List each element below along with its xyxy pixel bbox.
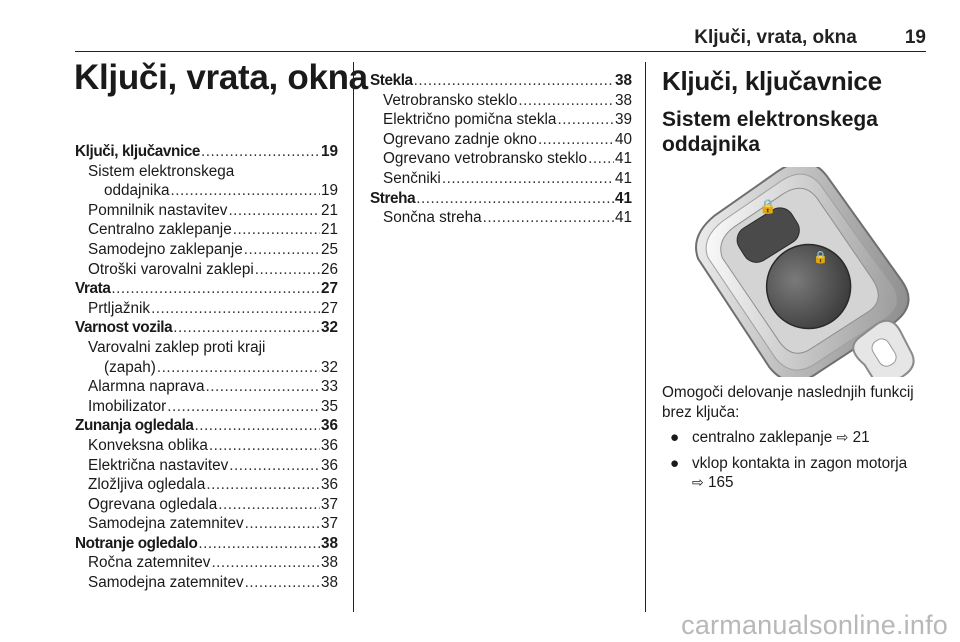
toc-entry-title: Ogrevana ogledala bbox=[88, 495, 218, 513]
toc-dot-leader bbox=[111, 279, 320, 299]
toc-page-number: 36 bbox=[320, 417, 338, 435]
toc-entry[interactable] bbox=[370, 169, 632, 189]
toc-entry-title: Pomnilnik nastavitev bbox=[88, 201, 228, 219]
toc-page-number: 36 bbox=[320, 456, 338, 474]
toc-entry-row bbox=[370, 91, 632, 111]
toc-dot-leader bbox=[198, 534, 320, 554]
toc-entry-title: Centralno zaklepanje bbox=[88, 221, 232, 239]
toc-page-number: 38 bbox=[320, 534, 338, 552]
toc-entry-title: Električno pomična stekla bbox=[383, 111, 557, 129]
header-rule bbox=[75, 51, 926, 52]
toc-dot-leader bbox=[244, 240, 320, 260]
toc-dot-leader bbox=[218, 495, 320, 515]
toc-entry[interactable] bbox=[75, 377, 338, 397]
toc-entry[interactable] bbox=[75, 416, 338, 436]
toc-entry-title: Streha bbox=[370, 189, 416, 207]
ref-arrow-icon: ⇨ bbox=[836, 429, 849, 445]
toc-entry-title: Ključi, ključavnice bbox=[75, 143, 201, 160]
toc-entry[interactable] bbox=[75, 162, 338, 201]
bullet-icon: ● bbox=[670, 454, 680, 472]
toc-entry-title: Sončna streha bbox=[383, 209, 482, 227]
page-ref-link[interactable]: 21 bbox=[852, 429, 870, 446]
toc-entry-title-line1: Varovalni zaklep proti kraji bbox=[88, 338, 266, 356]
toc-entry[interactable] bbox=[75, 456, 338, 476]
toc-entry[interactable] bbox=[75, 553, 338, 573]
toc-entry-title: (zapah) bbox=[104, 358, 156, 376]
toc-dot-leader bbox=[416, 189, 614, 209]
toc-page-number: 41 bbox=[614, 169, 632, 187]
toc-entry-row bbox=[75, 377, 338, 397]
ref-arrow-icon: ⇨ bbox=[692, 474, 704, 491]
running-header-title: Ključi, vrata, okna bbox=[694, 27, 857, 48]
page-ref-link[interactable]: 165 bbox=[707, 474, 734, 492]
toc-entry-title: Stekla bbox=[370, 72, 413, 89]
toc-entry-title: Alarmna naprava bbox=[88, 378, 205, 396]
toc-entry-row bbox=[370, 110, 632, 130]
toc-entry-row bbox=[75, 201, 338, 221]
toc-entry-row bbox=[75, 416, 338, 436]
toc-entry-title: Ogrevano zadnje okno bbox=[383, 130, 537, 148]
toc-page-number: 38 bbox=[614, 91, 632, 109]
toc-page-number: 41 bbox=[614, 189, 632, 207]
toc-page-number: 37 bbox=[320, 495, 338, 513]
toc-entry-title: Konveksna oblika bbox=[88, 436, 208, 454]
toc-entry-row bbox=[75, 220, 338, 240]
toc-page-number: 35 bbox=[320, 397, 338, 415]
toc-entry-row bbox=[75, 299, 338, 319]
toc-entry-row bbox=[75, 142, 338, 162]
page-number: 19 bbox=[904, 27, 926, 48]
toc-entry[interactable] bbox=[75, 514, 338, 534]
toc-page-number: 38 bbox=[320, 554, 338, 572]
section-subheading: Sistem elektronskega oddajnika bbox=[662, 108, 878, 156]
toc-dot-leader bbox=[245, 514, 320, 534]
toc-entry[interactable] bbox=[75, 318, 338, 338]
toc-entry[interactable] bbox=[370, 149, 632, 169]
toc-entry[interactable] bbox=[75, 220, 338, 240]
toc-entry-title: Samodejno zaklepanje bbox=[88, 240, 243, 258]
toc-dot-leader bbox=[157, 358, 320, 378]
feature-text: vklop kontakta in zagon motorja bbox=[692, 454, 908, 472]
toc-dot-leader bbox=[209, 436, 320, 456]
toc-entry[interactable] bbox=[75, 201, 338, 221]
toc-entry-row bbox=[75, 514, 338, 534]
toc-entry-row bbox=[75, 358, 338, 378]
toc-dot-leader bbox=[211, 553, 320, 573]
toc-dot-leader bbox=[255, 260, 320, 280]
toc-page-number: 32 bbox=[320, 319, 338, 337]
toc-dot-leader bbox=[538, 130, 614, 150]
toc-entry[interactable] bbox=[370, 189, 632, 209]
bullet-icon: ● bbox=[670, 429, 680, 446]
toc-entry-row bbox=[370, 169, 632, 189]
toc-entry[interactable] bbox=[75, 397, 338, 417]
toc-entry-row bbox=[75, 260, 338, 280]
feature-item bbox=[662, 454, 932, 493]
toc-entry-row bbox=[75, 534, 338, 554]
toc-dot-leader bbox=[483, 208, 614, 228]
toc-entry[interactable] bbox=[75, 534, 338, 554]
feature-item bbox=[662, 428, 932, 448]
toc-page-number: 38 bbox=[614, 72, 632, 89]
toc-dot-leader bbox=[151, 299, 320, 319]
unlock-icon: 🔒 bbox=[759, 199, 777, 215]
watermark: carmanualsonline.info bbox=[681, 610, 948, 640]
toc-dot-leader bbox=[167, 397, 320, 417]
toc-entry[interactable] bbox=[75, 475, 338, 495]
toc-page-number: 39 bbox=[614, 111, 632, 129]
feature-text: centralno zaklepanje bbox=[692, 429, 833, 446]
toc-entry[interactable] bbox=[75, 436, 338, 456]
toc-dot-leader bbox=[442, 169, 614, 189]
toc-column-2 bbox=[370, 71, 632, 228]
toc-entry[interactable] bbox=[75, 260, 338, 280]
toc-entry-title: Zunanja ogledala bbox=[75, 417, 194, 435]
toc-dot-leader bbox=[206, 377, 320, 397]
toc-entry-title: Zložljiva ogledala bbox=[88, 476, 206, 494]
toc-dot-leader bbox=[201, 142, 320, 162]
column-divider-2 bbox=[645, 62, 646, 612]
toc-page-number: 26 bbox=[320, 260, 338, 278]
toc-entry-title: Vrata bbox=[75, 280, 111, 298]
toc-dot-leader bbox=[173, 318, 320, 338]
toc-page-number: 25 bbox=[320, 240, 338, 258]
toc-dot-leader bbox=[518, 91, 614, 111]
toc-dot-leader bbox=[233, 220, 320, 240]
toc-entry[interactable] bbox=[370, 208, 632, 228]
toc-entry[interactable] bbox=[370, 91, 632, 111]
toc-entry-title: oddajnika bbox=[104, 182, 170, 200]
toc-dot-leader bbox=[229, 456, 320, 476]
toc-entry[interactable] bbox=[75, 338, 338, 377]
toc-dot-leader bbox=[588, 149, 614, 169]
column-divider-1 bbox=[353, 62, 354, 612]
toc-dot-leader bbox=[206, 475, 320, 495]
toc-entry-row bbox=[75, 573, 338, 593]
key-fob-body bbox=[681, 167, 927, 377]
toc-entry[interactable] bbox=[75, 299, 338, 319]
toc-entry[interactable] bbox=[75, 495, 338, 515]
toc-entry-title-line1: Sistem elektronskega bbox=[88, 162, 235, 180]
toc-entry-row bbox=[370, 149, 632, 169]
toc-entry-row bbox=[370, 130, 632, 150]
toc-dot-leader bbox=[557, 110, 614, 130]
toc-entry-title: Notranje ogledalo bbox=[75, 534, 198, 552]
chapter-title: Ključi, vrata, okna bbox=[74, 58, 368, 97]
toc-page-number: 41 bbox=[614, 209, 632, 227]
toc-page-number: 21 bbox=[320, 221, 338, 239]
toc-entry-row bbox=[75, 495, 338, 515]
toc-entry[interactable] bbox=[75, 142, 338, 162]
toc-entry[interactable] bbox=[75, 279, 338, 299]
toc-dot-leader bbox=[228, 201, 320, 221]
toc-page-number: 37 bbox=[320, 515, 338, 533]
key-fob-icon bbox=[665, 167, 927, 377]
toc-page-number: 27 bbox=[320, 280, 338, 298]
section-heading: Ključi, ključavnice bbox=[662, 66, 882, 96]
toc-page-number: 19 bbox=[320, 182, 338, 200]
toc-page-number: 27 bbox=[320, 299, 338, 317]
toc-page-number: 41 bbox=[614, 150, 632, 168]
toc-column-1 bbox=[75, 142, 338, 593]
toc-entry-title: Električna nastavitev bbox=[88, 456, 229, 474]
toc-entry-row bbox=[75, 436, 338, 456]
toc-entry-title: Ogrevano vetrobransko steklo bbox=[383, 150, 588, 168]
toc-entry[interactable] bbox=[370, 71, 632, 91]
toc-page-number: 21 bbox=[320, 201, 338, 219]
toc-entry-row bbox=[75, 456, 338, 476]
toc-entry-row bbox=[75, 397, 338, 417]
feature-list bbox=[662, 428, 932, 499]
running-header bbox=[694, 27, 926, 49]
toc-entry-row bbox=[370, 208, 632, 228]
toc-entry[interactable] bbox=[370, 110, 632, 130]
toc-entry-title: Samodejna zatemnitev bbox=[88, 515, 244, 533]
toc-entry[interactable] bbox=[370, 130, 632, 150]
toc-entry-title: Ročna zatemnitev bbox=[88, 554, 211, 572]
toc-entry-title: Senčniki bbox=[383, 169, 441, 187]
intro-text: Omogoči delovanje naslednjih funkcij brez ključa: bbox=[662, 384, 914, 421]
toc-dot-leader bbox=[414, 71, 614, 91]
toc-entry-title: Samodejna zatemnitev bbox=[88, 574, 244, 592]
toc-entry[interactable] bbox=[75, 573, 338, 593]
lock-icon: 🔒 bbox=[813, 250, 828, 264]
toc-entry-row bbox=[75, 240, 338, 260]
toc-entry-row bbox=[75, 181, 338, 201]
toc-page-number: 40 bbox=[614, 130, 632, 148]
toc-entry-row bbox=[75, 279, 338, 299]
toc-entry-title: Otroški varovalni zaklepi bbox=[88, 260, 254, 278]
toc-page-number: 33 bbox=[320, 378, 338, 396]
toc-entry-row bbox=[370, 71, 632, 91]
toc-entry-row bbox=[75, 553, 338, 573]
toc-entry-title: Prtljažnik bbox=[88, 299, 151, 317]
toc-page-number: 32 bbox=[320, 358, 338, 376]
toc-dot-leader bbox=[245, 573, 320, 593]
toc-dot-leader bbox=[171, 181, 320, 201]
toc-page-number: 38 bbox=[320, 574, 338, 592]
toc-entry-row bbox=[370, 189, 632, 209]
toc-entry-title: Varnost vozila bbox=[75, 319, 173, 337]
toc-entry-title: Imobilizator bbox=[88, 397, 167, 415]
toc-entry[interactable] bbox=[75, 240, 338, 260]
toc-entry-row bbox=[75, 475, 338, 495]
toc-dot-leader bbox=[195, 416, 320, 436]
toc-page-number: 36 bbox=[320, 476, 338, 494]
toc-page-number: 19 bbox=[320, 143, 338, 160]
toc-entry-row bbox=[75, 318, 338, 338]
toc-page-number: 36 bbox=[320, 436, 338, 454]
toc-entry-title: Vetrobransko steklo bbox=[383, 91, 518, 109]
